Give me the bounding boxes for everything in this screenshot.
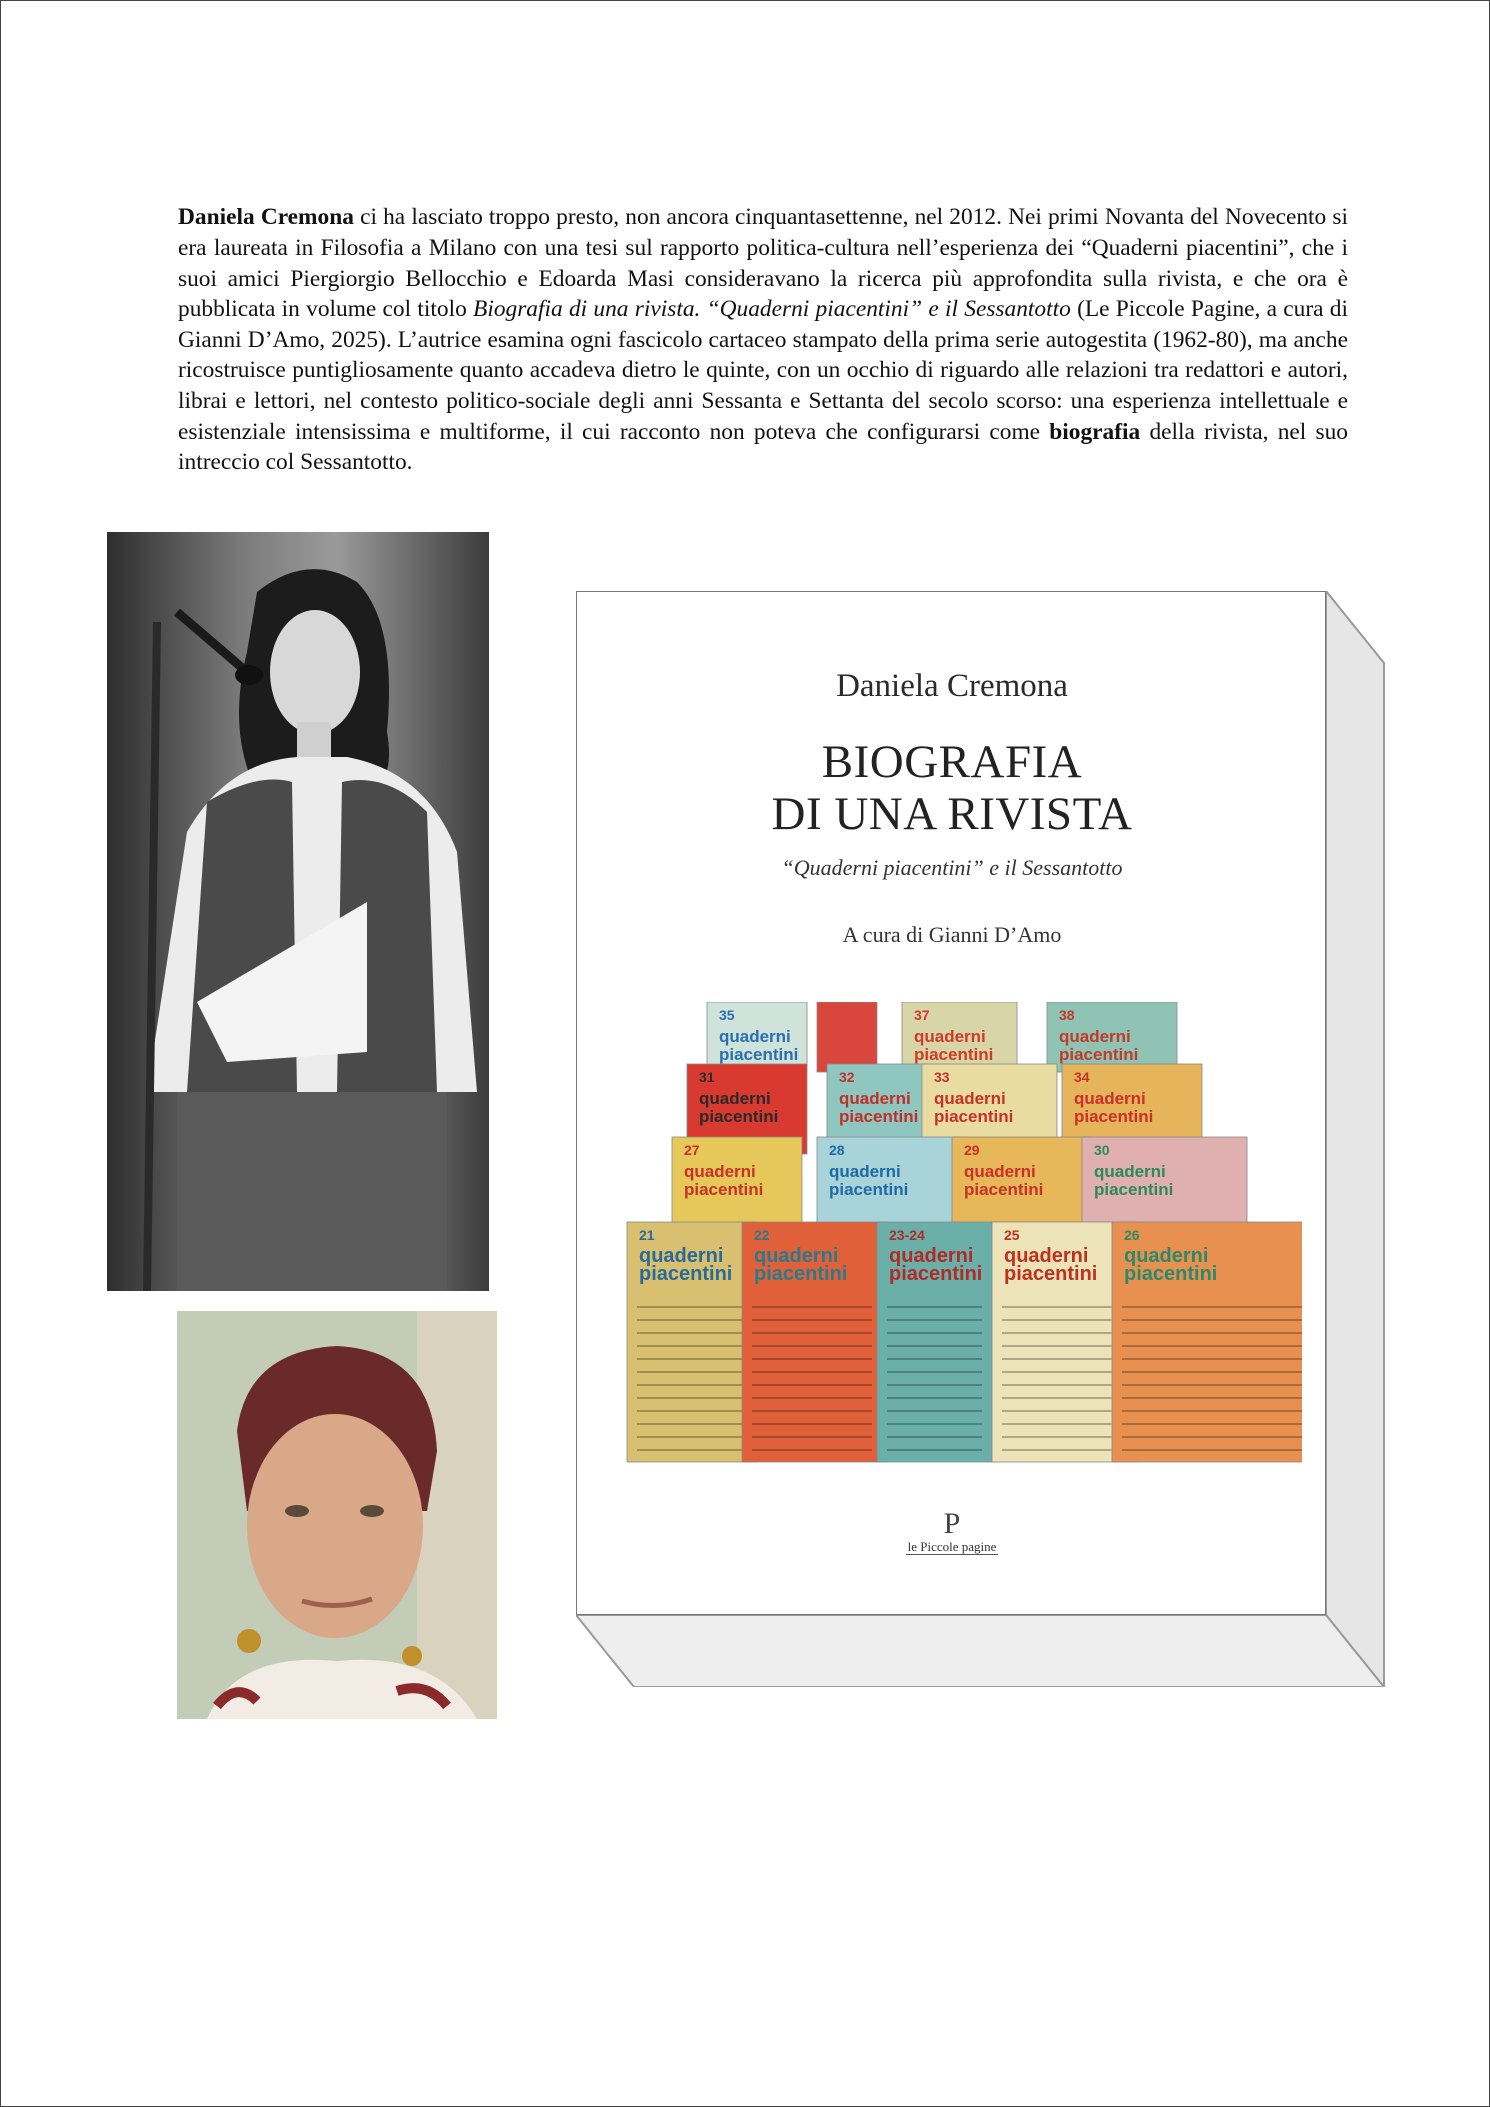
magazine-number: 28 [829,1142,845,1158]
magazine-label-line2: piacentini [1059,1045,1139,1064]
magazine-label-line2: piacentini [719,1045,799,1064]
publisher-name: le Piccole pagine [907,1539,997,1554]
magazine-label-line1: quaderni [754,1245,839,1267]
magazine-label-line2: piacentini [934,1107,1014,1126]
magazine-label-line1: quaderni [719,1027,791,1046]
magazine-number: 29 [964,1142,980,1158]
book-subtitle: “Quaderni piacentini” e il Sessantotto [781,855,1123,880]
intro-text-part3: della rivista, nel suo intreccio col Sessantotto. [178,418,1348,476]
publisher-mark: P [943,1507,961,1540]
magazine-cover [817,1002,877,1072]
book-title-line1: BIOGRAFIA [821,736,1083,788]
magazine-number: 33 [934,1069,950,1085]
book-title [577,736,1327,840]
book-spine-shadow [1326,591,1386,1687]
magazine-number: 30 [1094,1142,1110,1158]
magazine-number: 32 [839,1069,855,1085]
magazine-number: 35 [719,1007,735,1023]
book-bottom-edge [576,1615,1386,1687]
magazine-number: 37 [914,1007,930,1023]
magazine-number: 34 [1074,1069,1090,1085]
photo-portrait-color [177,1311,497,1719]
magazine-label-line1: quaderni [889,1245,974,1267]
magazine-label-line1: quaderni [1004,1245,1089,1267]
magazine-label-line2: piacentini [914,1045,994,1064]
magazine-covers-illustration [602,1002,1302,1472]
magazine-label-line2: piacentini [839,1107,919,1126]
intro-text-part2: (Le Piccole Pagine, a cura di Gianni D’Amo, 2025). L’autrice esamina ogni fascicolo cartaceo stampato della prima serie autogestita (1962-80), ma anche ricostruisce puntigliosamente quanto accadeva dietro le quinte, con un occhio di riguardo alle relazioni tra redattori e autori, librai e lettori, nel contesto politico-sociale degli anni Sessanta e Settanta del secolo scorso: una esperienza intellettuale e esistenziale intensissima e multiforme, il cui racconto non poteva che configurarsi come [178,296,1348,445]
magazine-cover [1112,1222,1302,1462]
publisher-logo [577,1507,1327,1555]
magazine-label-line2: piacentini [1094,1180,1174,1199]
magazine-label-line1: quaderni [964,1162,1036,1181]
magazine-label-line2: piacentini [829,1180,909,1199]
intro-text-part1: ci ha lasciato troppo presto, non ancora cinquantasettenne, nel 2012. Nei primi Novanta del Novecento si era laureata in Filosofia a Milano con una tesi sul rapporto politica-cultura nell’esperienza dei “Quaderni piacentini”, che i suoi amici Piergiorgio Bellocchio e Edoarda Masi consideravano la ricerca più approfondita sulla rivista, e che ora è pubblicata in volume col titolo [178,204,1348,323]
magazine-label-line2: piacentini [1074,1107,1154,1126]
book-3d [576,591,1386,1687]
magazine-number: 23-24 [889,1227,925,1243]
magazine-label-line1: quaderni [1094,1162,1166,1181]
photo-speaker-bw [107,532,489,1291]
magazine-label-line2: piacentini [889,1263,983,1285]
magazine-label-line2: piacentini [699,1107,779,1126]
book-title-line2: DI UNA RIVISTA [771,788,1133,840]
magazine-label-line1: quaderni [839,1089,911,1108]
magazine-label-line1: quaderni [1059,1027,1131,1046]
magazine-label-line2: piacentini [684,1180,764,1199]
intro-paragraph [178,202,1348,477]
book-author: Daniela Cremona [836,668,1068,704]
magazine-label-line2: piacentini [754,1263,848,1285]
magazine-label-line1: quaderni [684,1162,756,1181]
magazine-label-line1: quaderni [829,1162,901,1181]
magazine-number: 21 [639,1227,655,1243]
magazine-cover [707,1002,807,1072]
magazine-number: 31 [699,1069,715,1085]
magazine-label-line2: piacentini [639,1263,733,1285]
magazine-number: 38 [1059,1007,1075,1023]
magazine-cover [627,1222,757,1462]
magazine-label-line2: piacentini [964,1180,1044,1199]
magazine-cover [1047,1002,1177,1072]
magazine-label-line2: piacentini [1124,1263,1218,1285]
magazine-label-line1: quaderni [1074,1089,1146,1108]
magazine-cover [742,1222,887,1462]
magazine-label-line1: quaderni [639,1245,724,1267]
magazine-number: 26 [1124,1227,1140,1243]
magazine-cover-rect [817,1002,877,1072]
magazine-number: 25 [1004,1227,1020,1243]
magazine-label-line1: quaderni [914,1027,986,1046]
book-editor: A cura di Gianni D’Amo [842,922,1062,947]
book-cover [576,591,1326,1615]
book-title-italic: Biografia di una rivista. “Quaderni piacentini” e il Sessantotto [473,296,1071,323]
magazine-cover [877,1222,997,1462]
magazine-number: 27 [684,1142,700,1158]
magazine-label-line2: piacentini [1004,1263,1098,1285]
magazine-label-line1: quaderni [934,1089,1006,1108]
magazine-label-line1: quaderni [699,1089,771,1108]
magazine-number: 22 [754,1227,770,1243]
magazine-label-line1: quaderni [1124,1245,1209,1267]
magazine-cover [902,1002,1017,1072]
biografia-bold: biografia [1049,418,1141,445]
author-name-bold: Daniela Cremona [178,204,354,231]
